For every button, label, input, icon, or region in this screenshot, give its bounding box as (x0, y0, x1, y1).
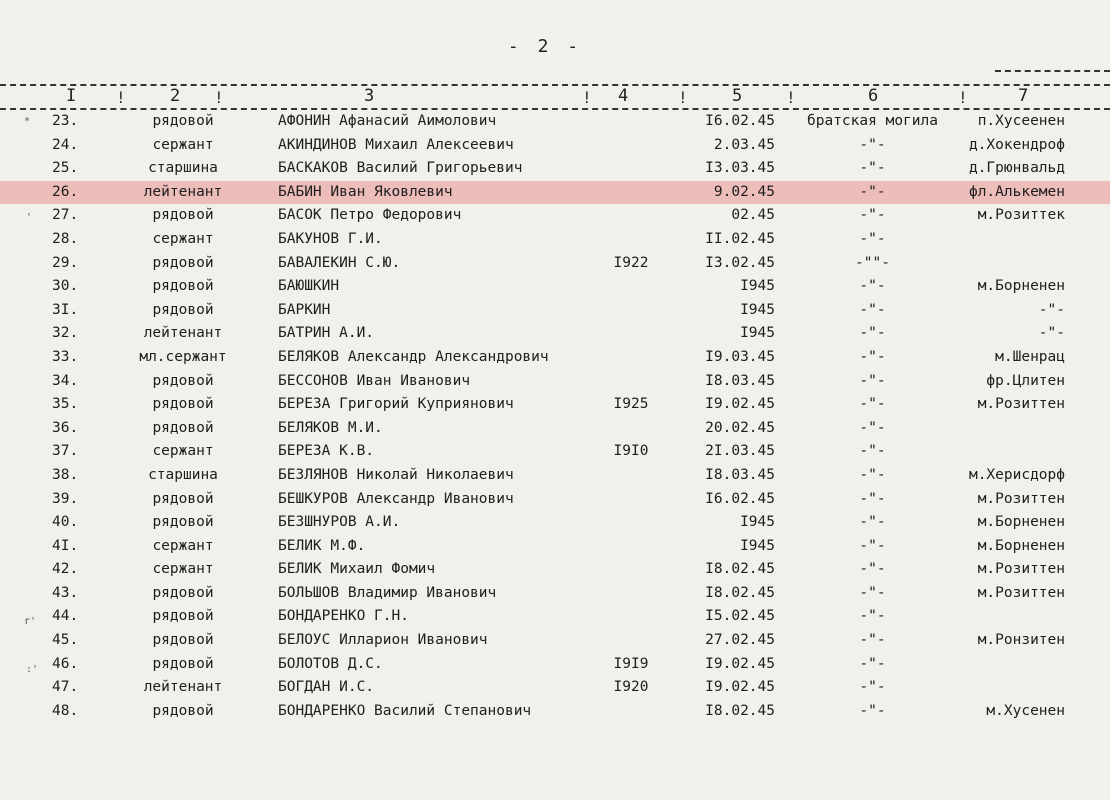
full-name: БАСКАКОВ Василий Григорьевич (278, 160, 523, 177)
rank: рядовой (152, 207, 214, 224)
header-col-3: 3 (364, 86, 375, 106)
burial-place: м.Борненен (977, 278, 1065, 295)
page-number: - 2 - (507, 36, 583, 57)
full-name: БЕЛОУС Илларион Иванович (278, 632, 488, 649)
birth-year: I9I0 (613, 443, 649, 460)
row-number: 45. (52, 632, 79, 649)
full-name: БОНДАРЕНКО Г.Н. (278, 608, 409, 625)
header-separator: ! (958, 88, 968, 107)
table-row (0, 700, 1110, 724)
rank: рядовой (152, 608, 214, 625)
row-number: 33. (52, 348, 79, 365)
row-number: 35. (52, 396, 79, 413)
death-date: I945 (740, 514, 775, 531)
burial-place: -"- (1038, 301, 1065, 318)
full-name: БОЛОТОВ Д.С. (278, 655, 383, 672)
burial-type: -"- (859, 325, 886, 342)
header-separator: ! (582, 88, 592, 107)
burial-type: -"- (859, 490, 886, 507)
full-name: АКИНДИНОВ Михаил Алексеевич (278, 136, 514, 153)
table-row (0, 204, 1110, 228)
row-number: 24. (52, 136, 79, 153)
rank: рядовой (152, 584, 214, 601)
burial-type: -"- (859, 608, 886, 625)
burial-place: м.Херисдорф (968, 466, 1065, 483)
burial-place: д.Хокендроф (968, 136, 1065, 153)
death-date: 27.02.45 (705, 632, 775, 649)
table-row (0, 275, 1110, 299)
header-col-6: 6 (868, 86, 879, 106)
header-separator: ! (116, 88, 126, 107)
burial-type: -"- (859, 183, 886, 200)
rank: рядовой (152, 514, 214, 531)
burial-type: -"- (859, 561, 886, 578)
burial-type: -"- (859, 348, 886, 365)
full-name: БАКУНОВ Г.И. (278, 230, 383, 247)
death-date: I9.02.45 (705, 679, 775, 696)
burial-place: м.Борненен (977, 537, 1065, 554)
rank: сержант (152, 561, 214, 578)
death-date: I6.02.45 (705, 490, 775, 507)
burial-type: -"- (859, 396, 886, 413)
burial-place: д.Грюнвальд (968, 160, 1065, 177)
rank: лейтенант (143, 679, 223, 696)
header-col-2: 2 (170, 86, 181, 106)
burial-place: фл.Алькемен (968, 183, 1065, 200)
birth-year: I920 (613, 679, 649, 696)
row-number: 23. (52, 113, 79, 129)
full-name: БЕШКУРОВ Александр Иванович (278, 490, 514, 507)
burial-place: п.Хусеенен (977, 113, 1065, 129)
burial-place: м.Ронзитен (977, 632, 1065, 649)
death-date: II.02.45 (705, 230, 775, 247)
row-number: 37. (52, 443, 79, 460)
row-number: 28. (52, 230, 79, 247)
death-date: I9.02.45 (705, 655, 775, 672)
birth-year: I922 (613, 254, 649, 271)
table-row (0, 676, 1110, 700)
table-row (0, 346, 1110, 370)
burial-type: братская могила (807, 113, 938, 129)
full-name: БАСОК Петро Федорович (278, 207, 462, 224)
burial-place: м.Розиттен (977, 561, 1065, 578)
burial-type: -"- (859, 537, 886, 554)
full-name: БОЛЬШОВ Владимир Иванович (278, 584, 497, 601)
table-row (0, 157, 1110, 181)
death-date: I8.02.45 (705, 561, 775, 578)
death-date: I8.02.45 (705, 584, 775, 601)
death-date: 2I.03.45 (705, 443, 775, 460)
row-number: 47. (52, 679, 79, 696)
death-date: I8.03.45 (705, 466, 775, 483)
rank: сержант (152, 537, 214, 554)
table-header (0, 86, 1110, 110)
burial-type: -"- (859, 160, 886, 177)
full-name: БЕЛИК Михаил Фомич (278, 561, 436, 578)
table-row (0, 464, 1110, 488)
burial-place: м.Борненен (977, 514, 1065, 531)
row-number: 29. (52, 254, 79, 271)
burial-type: -""- (855, 254, 890, 271)
header-separator: ! (786, 88, 796, 107)
death-date: I8.02.45 (705, 702, 775, 719)
top-right-rule (995, 70, 1110, 72)
margin-mark: :' (26, 664, 39, 675)
rank: рядовой (152, 419, 214, 436)
row-number: 43. (52, 584, 79, 601)
row-number: 30. (52, 278, 79, 295)
row-number: 32. (52, 325, 79, 342)
row-number: 48. (52, 702, 79, 719)
rank: сержант (152, 136, 214, 153)
table-row (0, 322, 1110, 346)
burial-type: -"- (859, 207, 886, 224)
rank: рядовой (152, 113, 214, 129)
row-number: 39. (52, 490, 79, 507)
burial-type: -"- (859, 584, 886, 601)
rank: рядовой (152, 372, 214, 389)
table-row (0, 228, 1110, 252)
rank: сержант (152, 443, 214, 460)
full-name: БЕРЕЗА К.В. (278, 443, 375, 460)
row-number: 46. (52, 655, 79, 672)
table-row (0, 653, 1110, 677)
death-date: 02.45 (731, 207, 775, 224)
rank: мл.сержант (139, 348, 227, 365)
rank: лейтенант (143, 325, 223, 342)
rank: рядовой (152, 301, 214, 318)
burial-type: -"- (859, 679, 886, 696)
margin-mark: ' (26, 212, 33, 223)
burial-type: -"- (859, 136, 886, 153)
full-name: БАВАЛЕКИН С.Ю. (278, 254, 401, 271)
full-name: БЕЛЯКОВ Александр Александрович (278, 348, 549, 365)
rank: рядовой (152, 702, 214, 719)
row-number: 4I. (52, 537, 79, 554)
burial-type: -"- (859, 372, 886, 389)
header-separator: ! (678, 88, 688, 107)
table-row (0, 110, 1110, 134)
death-date: I5.02.45 (705, 608, 775, 625)
rank: сержант (152, 230, 214, 247)
burial-place: -"- (1038, 325, 1065, 342)
burial-place: м.Розиттен (977, 584, 1065, 601)
table-row (0, 370, 1110, 394)
birth-year: I925 (613, 396, 649, 413)
table-row (0, 605, 1110, 629)
record-list (0, 110, 1110, 723)
burial-place: фр.Цлитен (986, 372, 1065, 389)
death-date: I9.03.45 (705, 348, 775, 365)
death-date: I945 (740, 537, 775, 554)
table-row (0, 252, 1110, 276)
full-name: БЕЗЛЯНОВ Николай Николаевич (278, 466, 514, 483)
full-name: БАРКИН (278, 301, 331, 318)
header-col-4: 4 (618, 86, 629, 106)
rank: рядовой (152, 490, 214, 507)
burial-type: -"- (859, 655, 886, 672)
burial-place: м.Шенрац (995, 348, 1065, 365)
table-row-highlighted (0, 181, 1110, 205)
rank: старшина (148, 160, 218, 177)
birth-year: I9I9 (613, 655, 649, 672)
header-separator: ! (214, 88, 224, 107)
death-date: I945 (740, 301, 775, 318)
row-number: 44. (52, 608, 79, 625)
burial-type: -"- (859, 443, 886, 460)
burial-place: м.Розиттен (977, 490, 1065, 507)
header-col-1: I (66, 86, 77, 106)
row-number: 34. (52, 372, 79, 389)
full-name: БАЮШКИН (278, 278, 340, 295)
rank: рядовой (152, 396, 214, 413)
table-row (0, 417, 1110, 441)
death-date: I6.02.45 (705, 113, 775, 129)
rank: лейтенант (143, 183, 223, 200)
death-date: I945 (740, 325, 775, 342)
header-col-7: 7 (1018, 86, 1029, 106)
table-row (0, 629, 1110, 653)
rank: рядовой (152, 278, 214, 295)
burial-type: -"- (859, 632, 886, 649)
table-row (0, 582, 1110, 606)
death-date: I3.03.45 (705, 160, 775, 177)
table-row (0, 134, 1110, 158)
table-row (0, 299, 1110, 323)
table-row (0, 535, 1110, 559)
full-name: БЕРЕЗА Григорий Куприянович (278, 396, 514, 413)
death-date: I945 (740, 278, 775, 295)
full-name: БОГДАН И.С. (278, 679, 375, 696)
table-row (0, 488, 1110, 512)
rank: старшина (148, 466, 218, 483)
rank: рядовой (152, 655, 214, 672)
margin-mark: r' (24, 616, 37, 627)
burial-type: -"- (859, 419, 886, 436)
full-name: БЕЛЯКОВ М.И. (278, 419, 383, 436)
death-date: 9.02.45 (713, 183, 775, 200)
table-row (0, 511, 1110, 535)
full-name: АФОНИН Афанасий Аимолович (278, 113, 497, 129)
death-date: 20.02.45 (705, 419, 775, 436)
burial-place: м.Хусенен (986, 702, 1065, 719)
row-number: 38. (52, 466, 79, 483)
full-name: БАБИН Иван Яковлевич (278, 183, 453, 200)
table-row (0, 558, 1110, 582)
row-number: 26. (52, 183, 79, 200)
death-date: I8.03.45 (705, 372, 775, 389)
burial-type: -"- (859, 278, 886, 295)
death-date: I3.02.45 (705, 254, 775, 271)
header-col-5: 5 (732, 86, 743, 106)
burial-type: -"- (859, 230, 886, 247)
death-date: I9.02.45 (705, 396, 775, 413)
table-row (0, 393, 1110, 417)
margin-mark: * (24, 116, 31, 127)
full-name: БЕЛИК М.Ф. (278, 537, 366, 554)
rank: рядовой (152, 632, 214, 649)
death-date: 2.03.45 (713, 136, 775, 153)
full-name: БОНДАРЕНКО Василий Степанович (278, 702, 532, 719)
full-name: БАТРИН А.И. (278, 325, 375, 342)
burial-type: -"- (859, 514, 886, 531)
full-name: БЕЗШНУРОВ А.И. (278, 514, 401, 531)
row-number: 25. (52, 160, 79, 177)
row-number: 42. (52, 561, 79, 578)
burial-type: -"- (859, 702, 886, 719)
row-number: 36. (52, 419, 79, 436)
burial-place: м.Розиттек (977, 207, 1065, 224)
burial-type: -"- (859, 466, 886, 483)
burial-place: м.Розиттен (977, 396, 1065, 413)
rank: рядовой (152, 254, 214, 271)
row-number: 3I. (52, 301, 79, 318)
full-name: БЕССОНОВ Иван Иванович (278, 372, 471, 389)
table-row (0, 440, 1110, 464)
burial-type: -"- (859, 301, 886, 318)
row-number: 40. (52, 514, 79, 531)
row-number: 27. (52, 207, 79, 224)
